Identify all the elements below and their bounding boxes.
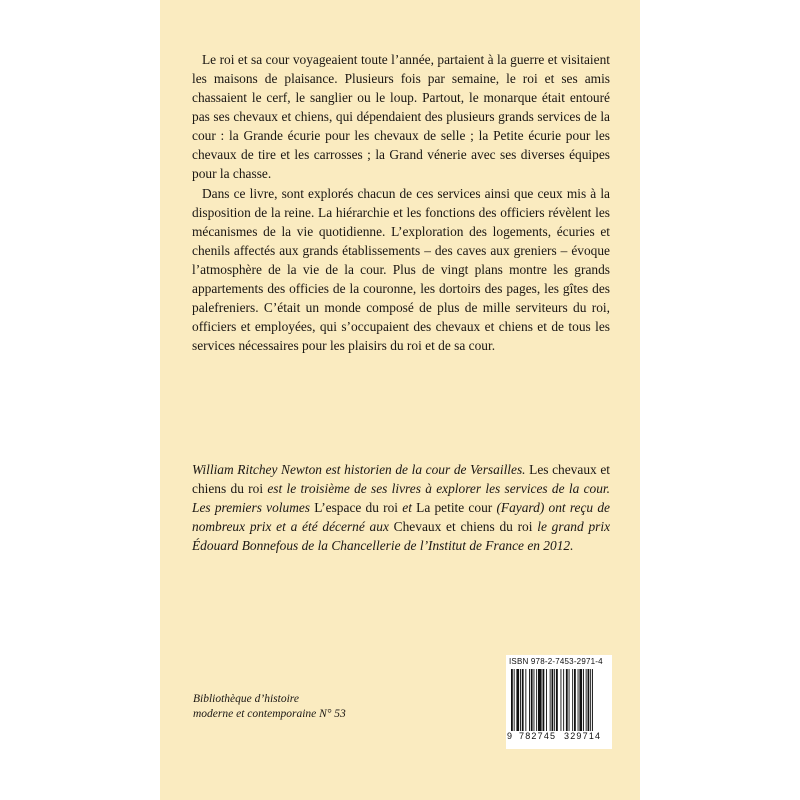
summary-paragraph-1-text: Le roi et sa cour voyageaient toute l’année, partaient à la guerre et visitaient les maisons de plaisance. Plusieurs fois par semaine, le roi et ses amis chassaient le cerf, le sanglier ou le loup. Partout, le monarque était entouré pas ses chevaux et chiens, qui dépendaient des plusieurs grands services de la cour : la Grande écurie pour les chevaux de selle ; la Petite écurie pour les chevaux de tire et les carrosses ; la Grand vénerie avec ses diverses équipes pour la chasse.: [192, 52, 610, 181]
barcode-bar: [574, 669, 576, 731]
bio-series-sentence: est le troisième de ses livres à explorer les services de la cour. Les premiers volumes: [192, 481, 610, 515]
barcode-digits-left: 782745: [519, 731, 557, 741]
barcode-bar: [520, 669, 521, 731]
barcode-bar: [572, 669, 573, 731]
barcode-bar: [563, 669, 564, 731]
barcode-bar: [536, 669, 537, 731]
barcode-bar: [538, 669, 542, 731]
barcode-bar: [529, 669, 530, 731]
barcode-bar: [569, 669, 570, 731]
isbn-number: ISBN 978-2-7453-2971-4: [509, 657, 603, 666]
barcode-bar: [561, 669, 562, 731]
bio-conjunction: et: [402, 500, 412, 515]
barcode-bar: [516, 669, 519, 731]
barcode-bars: [510, 669, 608, 733]
author-bio: [192, 460, 610, 555]
barcode-bar: [556, 669, 558, 731]
series-label: [193, 692, 413, 722]
barcode-bar: [534, 669, 535, 731]
barcode-digits-right: 329714: [564, 731, 602, 741]
barcode-bar: [514, 669, 515, 731]
series-line-2: moderne et contemporaine N° 53: [193, 708, 346, 720]
bio-title-petite-cour: La petite cour: [411, 500, 497, 515]
bio-book-title-repeat: Chevaux et chiens du roi: [388, 519, 538, 534]
barcode-bar: [566, 669, 568, 731]
barcode-bar: [588, 669, 590, 731]
barcode-bar: [583, 669, 584, 731]
barcode-bar: [546, 669, 547, 731]
barcode-digit-first: 9: [507, 731, 513, 741]
author-bio-text: [192, 460, 610, 555]
barcode-bar: [511, 669, 513, 731]
barcode-bar: [586, 669, 587, 731]
barcode-bar: [550, 669, 551, 731]
summary-paragraph-1: [192, 50, 610, 183]
barcode-bar: [525, 669, 526, 731]
barcode-bar: [590, 669, 591, 731]
barcode-bar: [554, 669, 555, 731]
barcode-bar: [543, 669, 545, 731]
bio-author-sentence: William Ritchey Newton est historien de la cour de Versailles.: [192, 462, 526, 477]
bio-title-espace-du-roi: L’espace du roi: [310, 500, 403, 515]
bio-book-title: Les chevaux et chiens du roi: [192, 462, 611, 496]
summary-paragraph-2: [192, 184, 610, 355]
bio-prize-sentence: (Fayard) ont reçu de nombreux prix et a été décerné aux: [192, 500, 610, 534]
barcode-bar: [552, 669, 554, 731]
barcode-bar: [592, 669, 593, 731]
book-back-cover: [160, 0, 640, 800]
summary-paragraph-2-text: Dans ce livre, sont explorés chacun de ces services ainsi que ceux mis à la disposition de la reine. La hiérarchie et les fonctions des officiers révèlent les mécanismes de la vie quotidienne. L’exploration des logements, écuries et chenils affectés aux grands établissements – des caves aux greniers – évoque l’atmosphère de la vie de la cour. Plus de vingt plans montre les grands appartements des officies de la couronne, les dortoirs des pages, les gîtes des palefreniers. C’était un monde composé de plus de mille serviteurs du roi, officiers et employées, qui s’occupaient des chevaux et chiens et de tous les services nécessaires pour les plaisirs du roi et de sa cour.: [192, 186, 610, 353]
barcode-bar: [579, 669, 582, 731]
barcode-bar: [522, 669, 524, 731]
series-line-1: Bibliothèque d’histoire: [193, 693, 299, 705]
isbn-barcode: [506, 655, 612, 749]
bio-prize-name: le grand prix Édouard Bonnefous de la Chancellerie de l’Institut de France en 2012.: [192, 519, 611, 553]
barcode-bar: [578, 669, 579, 731]
barcode-bar: [531, 669, 533, 731]
